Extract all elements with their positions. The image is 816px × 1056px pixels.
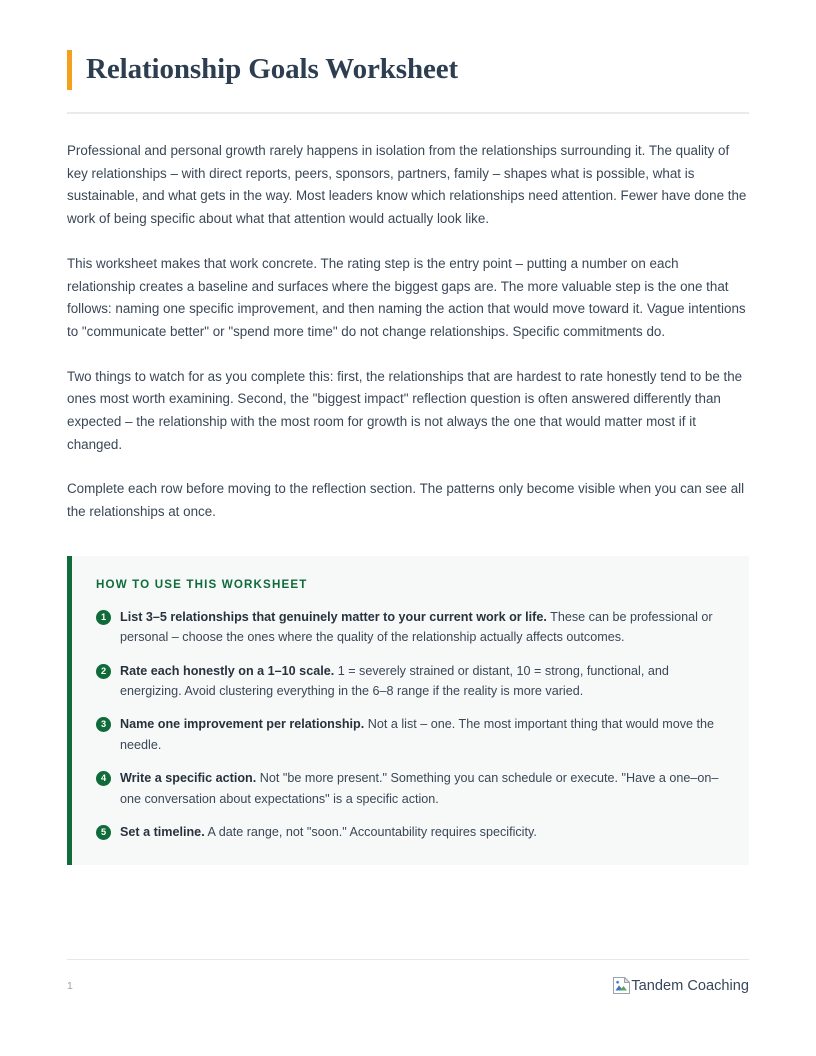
list-item — [96, 607, 723, 648]
step-body — [120, 607, 723, 648]
list-item — [96, 661, 723, 702]
brand-logo — [613, 977, 749, 994]
footer-divider — [67, 959, 749, 960]
header-divider — [67, 112, 749, 114]
step-number-badge: 3 — [96, 717, 111, 732]
document-footer — [67, 959, 749, 994]
step-lead: Rate each honestly on a 1–10 scale. — [120, 663, 335, 678]
step-text: 1 = severely strained or distant, 10 = strong, functional, and energizing. Avoid clustering everything in the 6–8 range if the reality is more varied. — [120, 663, 669, 699]
intro-paragraph: Professional and personal growth rarely happens in isolation from the relationships surrounding it. The quality of key relationships – with direct reports, peers, sponsors, partners, family – shapes what is possible, what is sustainable, and what gets in the way. Most leaders know which relationships need attention. Fewer have done the work of being specific about what that attention would actually look like. — [67, 143, 747, 227]
step-body — [120, 661, 723, 702]
callout-heading: HOW TO USE THIS WORKSHEET — [96, 577, 308, 591]
step-lead: Name one improvement per relationship. — [120, 717, 365, 732]
list-item — [96, 822, 723, 842]
how-to-use-callout — [67, 556, 749, 865]
step-body — [120, 768, 723, 809]
brand-name: Tandem Coaching — [631, 977, 749, 994]
step-number-badge: 2 — [96, 664, 111, 679]
step-lead: Write a specific action. — [120, 771, 257, 786]
list-item — [96, 768, 723, 809]
step-number-badge: 4 — [96, 771, 111, 786]
intro-section — [67, 140, 749, 524]
step-text: A date range, not "soon." Accountability requires specificity. — [204, 825, 537, 840]
broken-image-icon — [613, 977, 630, 994]
page-title: Relationship Goals Worksheet — [86, 53, 459, 85]
step-number-badge: 5 — [96, 825, 111, 840]
intro-paragraph: This worksheet makes that work concrete. The rating step is the entry point – putting a number on each relationship creates a baseline and surfaces where the biggest gaps are. The more valuable step is the one that follows: naming one specific improvement, and then naming the action that would move toward it. Vague intentions to "communicate better" or "spend more time" do not change relationships. Specific commitments do. — [67, 255, 746, 339]
step-lead: List 3–5 relationships that genuinely matter to your current work or life. — [120, 609, 547, 624]
footer-row — [67, 977, 749, 994]
document-header — [67, 0, 749, 114]
step-text: Not "be more present." Something you can schedule or execute. "Have a one–on–one conversation about expectations" is a specific action. — [120, 771, 719, 806]
intro-paragraph: Two things to watch for as you complete this: first, the relationships that are hardest to rate honestly tend to be the ones most worth examining. Second, the "biggest impact" reflection question is often answered differently than expected – the relationship with the most room for growth is not always the one that would matter most if it changed. — [67, 368, 743, 452]
page-number: 1 — [67, 979, 73, 992]
step-body — [120, 822, 723, 842]
step-text: Not a list – one. The most important thing that would move the needle. — [120, 717, 715, 752]
step-body — [120, 714, 723, 755]
step-lead: Set a timeline. — [120, 825, 205, 840]
step-text: These can be professional or personal – choose the ones where the quality of the relationship actually affects outcomes. — [120, 609, 713, 645]
intro-paragraph: Complete each row before moving to the reflection section. The patterns only become visible when you can see all the relationships at once. — [67, 481, 745, 520]
steps-list — [96, 607, 723, 843]
list-item — [96, 714, 723, 755]
title-accent-bar — [67, 50, 72, 90]
step-number-badge: 1 — [96, 610, 111, 625]
title-row — [67, 50, 749, 90]
